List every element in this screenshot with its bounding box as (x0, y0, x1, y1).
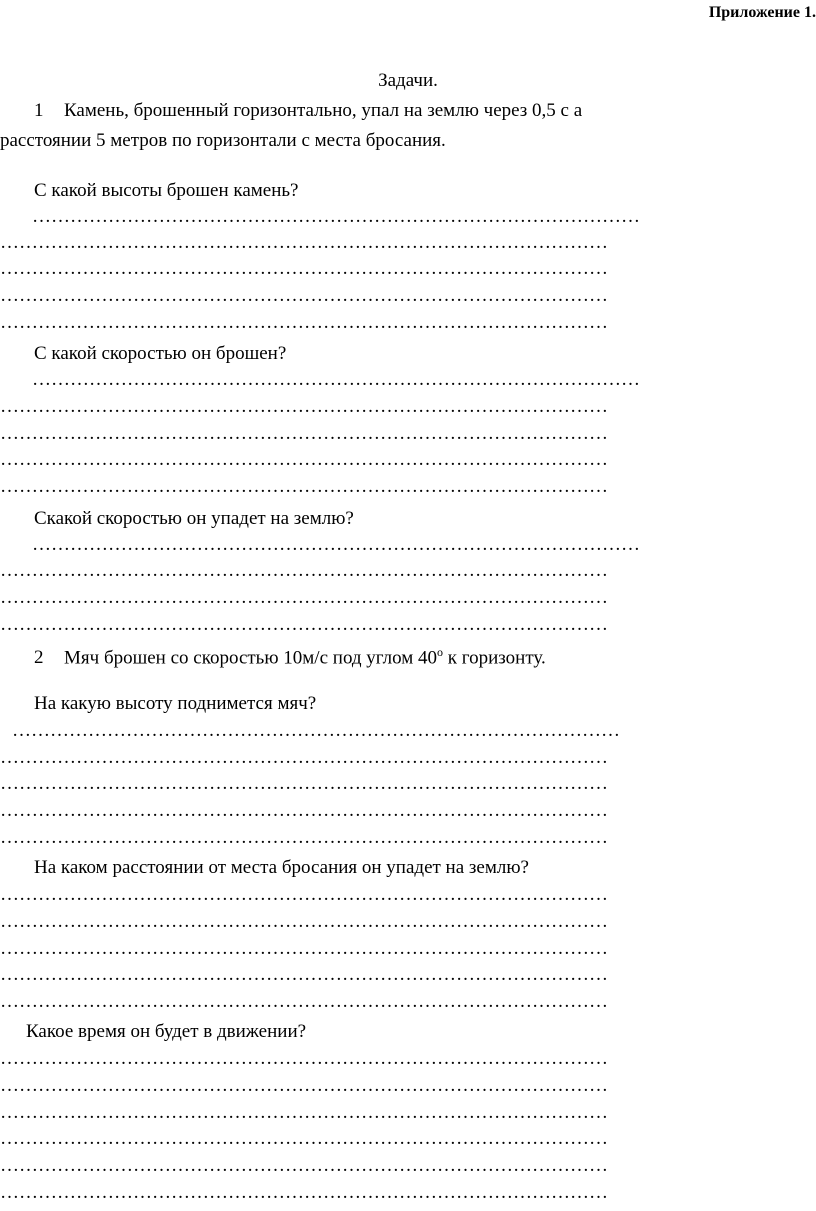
answer-line[interactable]: …………………………………………………………………………………… (0, 800, 608, 821)
question-1-3: Скакой скоростью он упадет на землю? (34, 508, 354, 529)
answer-line[interactable]: …………………………………………………………………………………… (12, 720, 620, 741)
task-1-number: 1 (34, 100, 44, 121)
task-2-number: 2 (34, 647, 44, 669)
task-2-text (34, 645, 546, 669)
page-title: Задачи. (378, 70, 438, 91)
answer-line[interactable]: …………………………………………………………………………………… (0, 938, 608, 959)
answer-line[interactable]: …………………………………………………………………………………… (32, 206, 640, 227)
question-2-3: Какое время он будет в движении? (26, 1021, 307, 1042)
task-1-line-1: Камень, брошенный горизонтально, упал на землю через 0,5 с а (64, 100, 583, 121)
question-1-2: С какой скоростью он брошен? (34, 343, 287, 364)
answer-line[interactable]: …………………………………………………………………………………… (0, 747, 608, 768)
question-2-1: На какую высоту поднимется мяч? (34, 693, 317, 714)
task-1-line-2: расстоянии 5 метров по горизонтали с места бросания. (0, 130, 446, 151)
answer-line[interactable]: …………………………………………………………………………………… (0, 1075, 608, 1096)
answer-line[interactable]: …………………………………………………………………………………… (0, 964, 608, 985)
answer-line[interactable]: …………………………………………………………………………………… (0, 884, 608, 905)
answer-line[interactable]: …………………………………………………………………………………… (0, 423, 608, 444)
answer-line[interactable]: …………………………………………………………………………………… (0, 476, 608, 497)
answer-line[interactable]: …………………………………………………………………………………… (0, 396, 608, 417)
answer-line[interactable]: …………………………………………………………………………………… (0, 1155, 608, 1176)
answer-line[interactable]: …………………………………………………………………………………… (0, 587, 608, 608)
answer-line[interactable]: …………………………………………………………………………………… (32, 369, 640, 390)
answer-line[interactable]: …………………………………………………………………………………… (0, 449, 608, 470)
question-2-2: На каком расстоянии от места бросания он упадет на землю? (34, 857, 529, 878)
answer-line[interactable]: …………………………………………………………………………………… (0, 911, 608, 932)
answer-line[interactable]: …………………………………………………………………………………… (0, 773, 608, 794)
answer-line[interactable]: …………………………………………………………………………………… (0, 614, 608, 635)
task-2-text-post: к горизонту. (443, 647, 546, 669)
answer-line[interactable]: …………………………………………………………………………………… (0, 1128, 608, 1149)
task-2-text-pre: Мяч брошен со скоростью 10м/с под углом 40 (64, 647, 438, 669)
degree-mark: o (437, 645, 444, 659)
task-1-text (0, 96, 816, 156)
answer-line[interactable]: …………………………………………………………………………………… (0, 258, 608, 279)
answer-line[interactable]: …………………………………………………………………………………… (0, 827, 608, 848)
answer-line[interactable]: …………………………………………………………………………………… (0, 1182, 608, 1203)
answer-line[interactable]: …………………………………………………………………………………… (0, 232, 608, 253)
appendix-label: Приложение 1. (708, 4, 816, 21)
answer-line[interactable]: …………………………………………………………………………………… (0, 1102, 608, 1123)
question-1-1: С какой высоты брошен камень? (34, 180, 299, 201)
answer-line[interactable]: …………………………………………………………………………………… (0, 991, 608, 1012)
answer-line[interactable]: …………………………………………………………………………………… (0, 285, 608, 306)
answer-line[interactable]: …………………………………………………………………………………… (32, 534, 640, 555)
answer-line[interactable]: …………………………………………………………………………………… (0, 560, 608, 581)
answer-line[interactable]: …………………………………………………………………………………… (0, 312, 608, 333)
answer-line[interactable]: …………………………………………………………………………………… (0, 1048, 608, 1069)
